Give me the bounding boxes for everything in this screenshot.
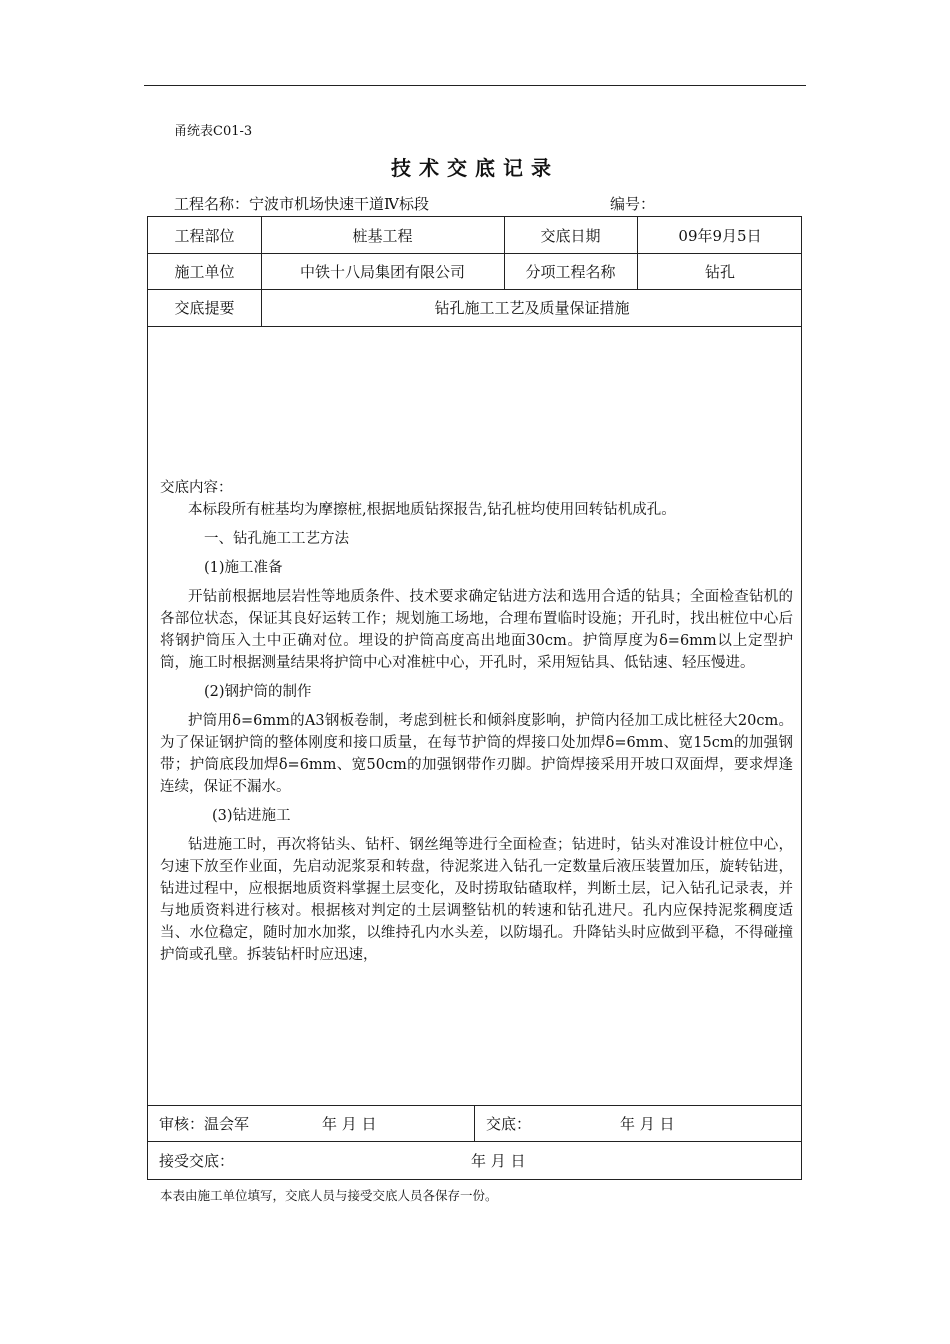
disclosure-content <box>160 477 793 966</box>
subsection-title: (2)钢护筒的制作 <box>204 684 312 700</box>
project-name: 宁波市机场快速干道Ⅳ标段 <box>249 195 430 213</box>
summary-value: 钻孔施工工艺及质量保证措施 <box>434 299 630 317</box>
row-divider <box>148 326 801 327</box>
subsection-title: (3)钻进施工 <box>212 808 291 824</box>
disclosure-table <box>147 216 802 1180</box>
subsection-text: 护筒用δ=6mm的A3钢板卷制，考虑到桩长和倾斜度影响，护筒内径加工成比桩径大20cm。为了保证钢护筒的整体刚度和接口质量，在每节护筒的焊接口处加焊δ=6mm、宽15cm的加强钢带；护筒底段加焊δ=6mm、宽50cm的加强钢带作刃脚。护筒焊接采用开坡口双面焊，要求焊逢连续，保证不漏水。 <box>160 713 793 795</box>
serial-number-label: 编号： <box>610 195 656 213</box>
subsection-text: 开钻前根据地层岩性等地质条件、技术要求确定钻进方法和选用合适的钻具；全面检查钻机的各部位状态，保证其良好运转工作；规划施工场地，合理布置临时设施；开孔时，找出桩位中心后将钢护筒压入土中正确对位。埋设的护筒高度高出地面30cm。护筒厚度为δ=6mm以上定型护筒，施工时根据测量结果将护筒中心对准桩中心，开孔时，采用短钻具、低钻速、轻压慢进。 <box>160 589 793 671</box>
form-code: 甬统表C01-3 <box>174 124 253 139</box>
part-label: 工程部位 <box>174 226 235 245</box>
part-value: 桩基工程 <box>352 226 413 245</box>
summary-label: 交底提要 <box>174 299 235 317</box>
page-title: 技术交底记录 <box>391 156 559 180</box>
subitem-label: 分项工程名称 <box>525 262 616 281</box>
reviewer: 审核：温会军 <box>159 1114 250 1133</box>
date-label: 交底日期 <box>540 226 601 245</box>
footnote: 本表由施工单位填写，交底人员与接受交底人员各保存一份。 <box>160 1188 498 1203</box>
subsection-text: 钻进施工时，再次将钻头、钻杆、钢丝绳等进行全面检查；钻进时，钻头对准设计桩位中心，匀速下放至作业面，先启动泥浆泵和转盘，待泥浆进入钻孔一定数量后液压装置加压，旋转钻进，钻进过程中，应根据地质资料掌握土层变化，及时捞取钻碴取样，判断土层，记入钻孔记录表，并与地质资料进行核对。根据核对判定的土层调整钻机的转速和钻孔进尺。孔内应保持泥浆稠度适当、水位稳定，随时加水加浆，以维持孔内水头差，以防塌孔。升降钻头时应做到平稳，不得碰撞护筒或孔壁。拆装钻杆时应迅速， <box>160 837 793 963</box>
receiver: 接受交底： <box>159 1151 235 1170</box>
discloser: 交底： <box>486 1114 532 1133</box>
date-value: 09年9月5日 <box>678 226 762 245</box>
discloser-date: 年 月 日 <box>620 1114 675 1133</box>
subsection-title: (1)施工准备 <box>204 560 283 576</box>
reviewer-date: 年 月 日 <box>322 1114 377 1133</box>
section-heading: 一、钻孔施工工艺方法 <box>204 531 349 547</box>
header-rule <box>144 85 806 86</box>
content-heading: 交底内容： <box>160 480 233 496</box>
col-divider <box>474 1105 475 1141</box>
subitem-value: 钻孔 <box>704 262 735 281</box>
project-label: 工程名称： <box>174 195 250 213</box>
unit-label: 施工单位 <box>174 262 235 281</box>
project-name-line <box>174 193 429 214</box>
unit-value: 中铁十八局集团有限公司 <box>299 262 465 281</box>
receiver-date: 年 月 日 <box>471 1151 526 1170</box>
content-intro: 本标段所有桩基均为摩擦桩,根据地质钻探报告,钻孔桩均使用回转钻机成孔。 <box>188 502 676 518</box>
